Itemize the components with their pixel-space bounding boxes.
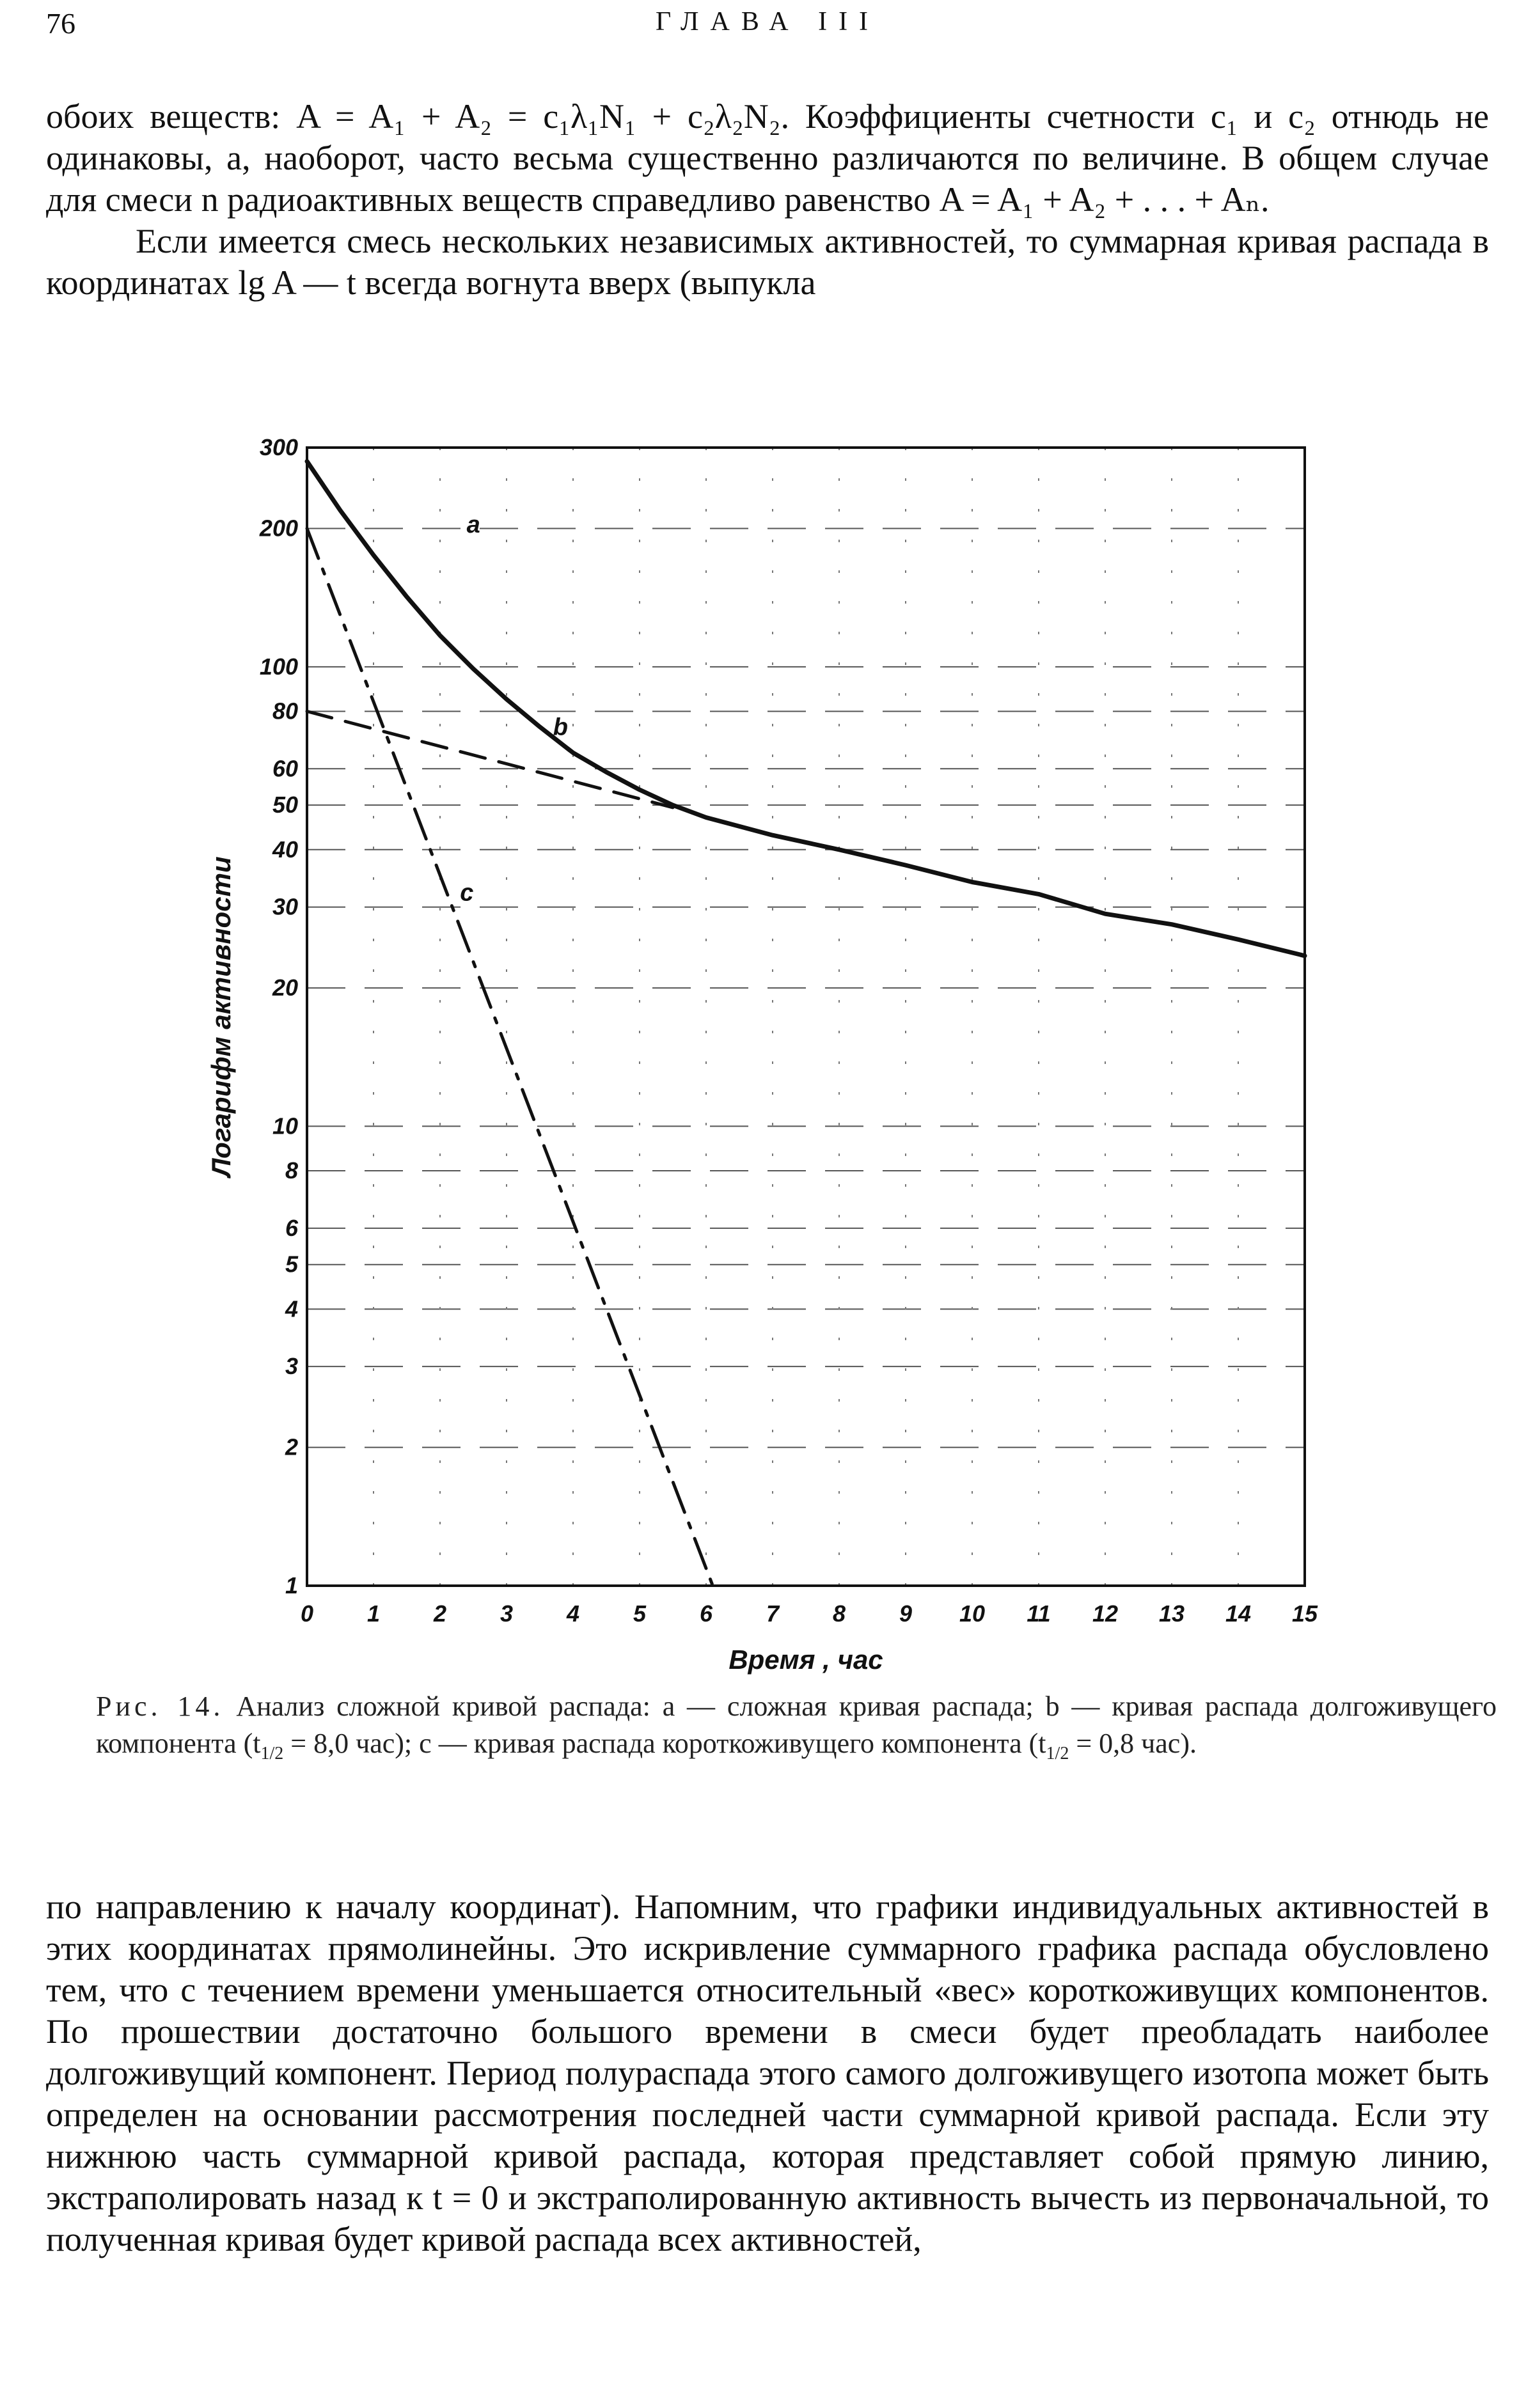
caption-label: Рис. 14. [96, 1691, 224, 1722]
figure-caption [96, 1688, 1497, 1772]
x-tick-label: 1 [366, 1600, 381, 1627]
decay-chart [192, 428, 1356, 1682]
y-tick-label: 8 [285, 1157, 298, 1184]
x-tick-label: 15 [1291, 1600, 1318, 1627]
x-tick-label: 14 [1225, 1600, 1252, 1627]
y-tick-label: 10 [272, 1113, 298, 1139]
caption-text-2: = 8,0 час); c — кривая распада короткоживущего компонента (t [283, 1728, 1046, 1759]
running-title: ГЛАВА III [655, 7, 880, 36]
x-tick-label: 3 [500, 1600, 514, 1627]
series-a-line [307, 462, 1305, 956]
x-tick-labels [301, 1600, 1318, 1627]
paragraph-1: обоих веществ: A = A₁ + A₂ = c₁λ₁N₁ + c₂λ₂N₂. Коэффициенты счетности c₁ и c₂ отнюдь не одинаковы, а, наоборот, часто весьма существенно различаются по величине. В общем случае для смеси n радиоактивных веществ справедливо равенство A = A₁ + A₂ + . . . + Aₙ. [46, 97, 1489, 219]
y-tick-label: 200 [259, 515, 298, 542]
page-number: 76 [46, 7, 75, 40]
y-tick-label: 2 [285, 1434, 298, 1460]
y-tick-label: 40 [272, 836, 298, 863]
series-b-label: b [553, 714, 569, 741]
y-tick-label: 50 [272, 792, 298, 818]
y-tick-label: 5 [285, 1251, 298, 1278]
y-axis-title: Логарифм активности [206, 856, 236, 1177]
x-tick-label: 10 [959, 1600, 986, 1627]
y-tick-label: 1 [285, 1572, 298, 1599]
y-tick-labels [259, 434, 299, 1599]
x-tick-label: 7 [766, 1600, 780, 1627]
paragraph-2: Если имеется смесь нескольких независимых активностей, то суммарная кривая распада в координатах lg A — t всегда вогнута вверх (выпукла [46, 222, 1489, 302]
y-tick-label: 100 [259, 653, 298, 680]
series-a-label: a [466, 511, 480, 538]
x-tick-label: 0 [300, 1600, 314, 1627]
grid [307, 448, 1305, 1586]
page-header [46, 6, 1489, 51]
caption-text-3: = 0,8 час). [1069, 1728, 1197, 1759]
caption-text-1: Анализ сложной кривой распада: a — сложная кривая распада; b — кривая распада долгоживущего компонента (t [96, 1691, 1497, 1759]
plot-frame [307, 448, 1305, 1586]
y-tick-label: 4 [285, 1295, 298, 1322]
bottom-text [46, 1886, 1489, 2260]
top-text [46, 96, 1489, 304]
y-tick-label: 20 [272, 974, 298, 1001]
y-tick-label: 300 [259, 434, 298, 460]
x-tick-label: 11 [1027, 1600, 1051, 1627]
x-tick-label: 8 [832, 1600, 846, 1627]
x-tick-label: 4 [566, 1600, 580, 1627]
y-tick-label: 6 [285, 1214, 298, 1241]
caption-sub-1: 1/2 [260, 1743, 284, 1763]
series-layer [307, 462, 1305, 1586]
x-tick-label: 2 [433, 1600, 447, 1627]
paragraph-3: по направлению к началу координат). Напомним, что графики индивидуальных активностей в этих координатах прямолинейны. Это искривление суммарного графика распада обусловлено тем, что с течением времени уменьшается относительный «вес» короткоживущих компонентов. По прошествии достаточно большого времени в смеси будет преобладать наиболее долгоживущий компонент. Период полураспада этого самого долгоживущего изотопа может быть определен на основании рассмотрения последней части суммарной кривой распада. Если эту нижнюю часть суммарной кривой распада, которая представляет собой прямую линию, экстраполировать назад к t = 0 и экстраполированную активность вычесть из первоначальной, то полученная кривая будет кривой распада всех активностей, [46, 1888, 1489, 2258]
y-tick-label: 3 [285, 1353, 298, 1380]
caption-sub-2: 1/2 [1046, 1743, 1069, 1763]
x-axis-title: Время , час [728, 1645, 883, 1675]
series-c-line [307, 529, 712, 1586]
x-tick-label: 9 [899, 1600, 913, 1627]
y-tick-label: 60 [272, 755, 298, 782]
y-tick-label: 30 [272, 893, 298, 920]
x-tick-label: 5 [633, 1600, 647, 1627]
y-tick-label: 80 [272, 698, 298, 724]
series-b-line [307, 712, 673, 808]
x-tick-label: 13 [1158, 1600, 1185, 1627]
x-tick-label: 6 [699, 1600, 713, 1627]
figure-14 [192, 428, 1356, 1682]
series-c-label: c [460, 879, 474, 907]
x-tick-label: 12 [1092, 1600, 1119, 1627]
